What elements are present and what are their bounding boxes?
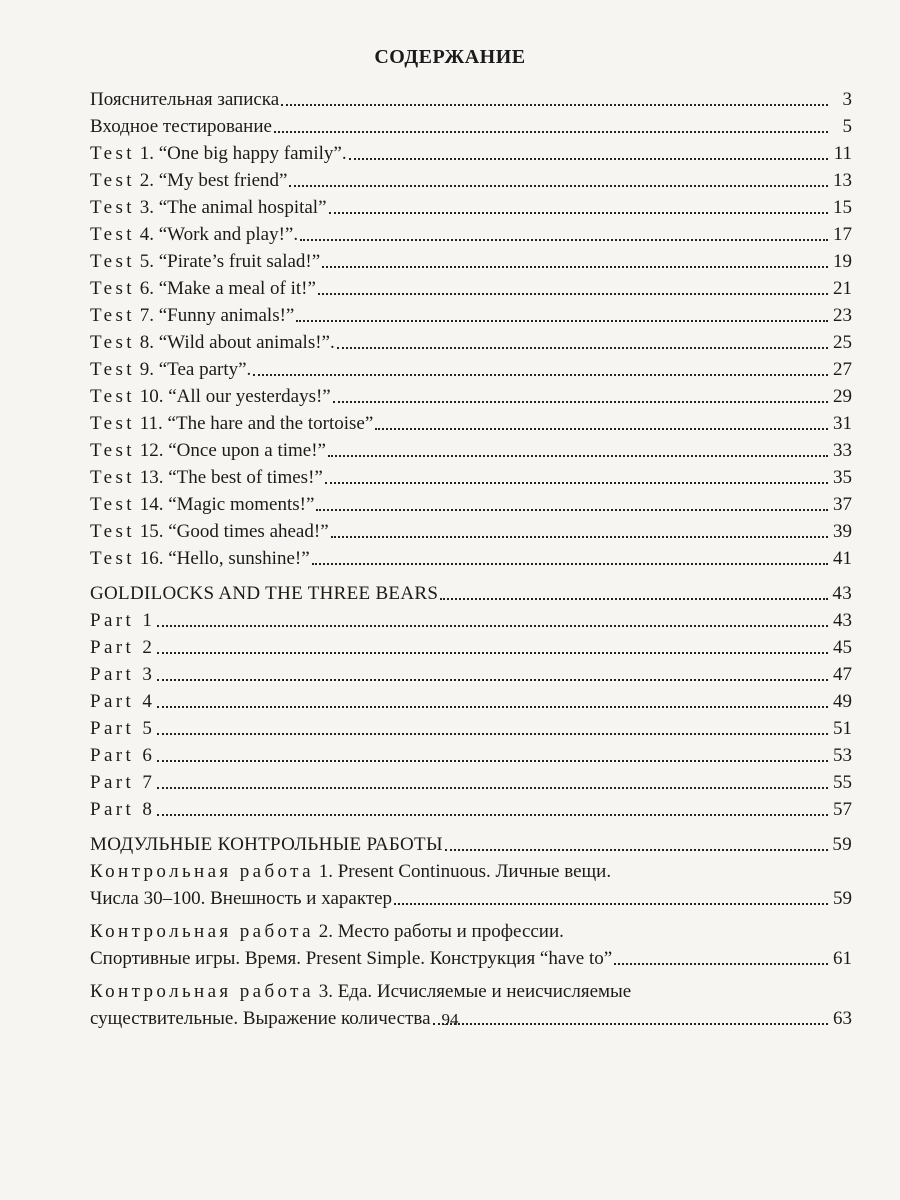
toc-entry-label	[90, 607, 155, 634]
part-label: Part 2	[90, 637, 156, 658]
test-title: 7. “Funny animals!”	[135, 305, 295, 326]
toc-entry	[90, 275, 852, 302]
toc-entry	[90, 383, 852, 410]
dot-leader	[157, 679, 828, 681]
part-label: Part 1	[90, 610, 156, 631]
page-title: СОДЕРЖАНИЕ	[374, 46, 526, 68]
toc-entry	[90, 769, 852, 796]
test-prefix: Test	[90, 224, 135, 245]
dot-leader	[253, 374, 828, 376]
test-title: 5. “Pirate’s fruit salad!”	[135, 251, 321, 272]
toc-entry	[90, 113, 852, 140]
toc-entry-label	[90, 634, 155, 661]
toc-page-number: 11	[833, 143, 852, 164]
toc-page-number: 25	[833, 332, 852, 353]
dot-leader	[316, 509, 828, 511]
dot-leader	[318, 293, 828, 295]
toc-page-number: 49	[833, 691, 852, 712]
toc-entry-label	[90, 140, 347, 167]
toc-page-number: 55	[833, 772, 852, 793]
toc-page-number: 21	[833, 278, 852, 299]
toc-entry	[90, 410, 852, 437]
dot-leader	[312, 563, 828, 565]
toc-entry-label: Пояснительная записка	[90, 89, 280, 110]
toc-page-number: 23	[833, 305, 852, 326]
toc-entry	[90, 464, 852, 491]
test-prefix: Test	[90, 278, 135, 299]
toc-entry-label	[90, 661, 155, 688]
toc-page-number: 33	[833, 440, 852, 461]
toc-entry	[90, 356, 852, 383]
test-prefix: Test	[90, 305, 135, 326]
toc-entry-label	[90, 518, 329, 545]
toc-page-number: 5	[842, 116, 852, 137]
toc-entry	[90, 491, 852, 518]
toc-entry-label	[90, 945, 612, 972]
dot-leader	[329, 212, 828, 214]
page-number: 94	[441, 1010, 459, 1029]
toc-entry-label	[90, 410, 373, 437]
toc-page-number: 35	[833, 467, 852, 488]
table-of-contents	[90, 86, 852, 1038]
dot-leader	[157, 760, 828, 762]
toc-entry-label	[90, 383, 331, 410]
toc-section-heading	[90, 831, 852, 858]
toc-page-number: 41	[833, 548, 852, 569]
test-title: 10. “All our yesterdays!”	[135, 386, 331, 407]
test-title: 1. “One big happy family”.	[135, 143, 347, 164]
toc-page-number: 3	[842, 89, 852, 110]
toc-entry	[90, 140, 852, 167]
test-prefix: Test	[90, 467, 135, 488]
dot-leader	[445, 849, 828, 851]
toc-entry	[90, 437, 852, 464]
toc-entry-label	[90, 437, 326, 464]
toc-page-number: 57	[833, 799, 852, 820]
dot-leader	[333, 401, 828, 403]
toc-page-number: 37	[833, 494, 852, 515]
test-prefix: Test	[90, 413, 135, 434]
toc-entry-label	[90, 464, 323, 491]
module-title-cont: Числа 30–100. Внешность и характер	[90, 888, 393, 909]
toc-page-number: 43	[833, 610, 852, 631]
toc-entry-label	[90, 221, 298, 248]
toc-entry-label: Входное тестирование	[90, 116, 272, 137]
test-prefix: Test	[90, 494, 135, 515]
dot-leader	[349, 158, 828, 160]
dot-leader	[300, 239, 828, 241]
dot-leader	[331, 536, 828, 538]
test-title: 14. “Magic moments!”	[135, 494, 315, 515]
toc-page-number: 31	[833, 413, 852, 434]
test-title: 2. “My best friend”	[135, 170, 288, 191]
dot-leader	[614, 963, 828, 965]
dot-leader	[322, 266, 828, 268]
toc-entry-label	[90, 329, 335, 356]
module-title: 3. Еда. Исчисляемые и неисчисляемые	[313, 981, 632, 1002]
dot-leader	[157, 733, 828, 735]
test-title: 4. “Work and play!”.	[135, 224, 299, 245]
module-title: 1. Present Continuous. Личные вещи.	[313, 861, 612, 882]
dot-leader	[328, 455, 828, 457]
part-label: Part 3	[90, 664, 156, 685]
toc-page-number: 17	[833, 224, 852, 245]
toc-page-number: 63	[833, 1008, 852, 1029]
dot-leader	[281, 104, 828, 106]
module-prefix: Контрольная работа	[90, 981, 314, 1002]
module-title: 2. Место работы и профессии.	[313, 921, 564, 942]
test-title: 9. “Tea party”.	[135, 359, 252, 380]
toc-page-number: 61	[833, 948, 852, 969]
toc-entry	[90, 248, 852, 275]
test-prefix: Test	[90, 548, 135, 569]
toc-entry	[90, 945, 852, 972]
part-label: Part 7	[90, 772, 156, 793]
module-title-cont: Спортивные игры. Время. Present Simple. Конструкция “have to”	[90, 948, 613, 969]
dot-leader	[375, 428, 828, 430]
toc-entry	[90, 194, 852, 221]
toc-entry-label	[90, 545, 310, 572]
test-title: 15. “Good times ahead!”	[135, 521, 329, 542]
toc-entry	[90, 518, 852, 545]
toc-entry-label	[90, 491, 314, 518]
dot-leader	[157, 787, 828, 789]
dot-leader	[325, 482, 828, 484]
test-prefix: Test	[90, 386, 135, 407]
dot-leader	[289, 185, 828, 187]
toc-entry-label	[90, 715, 155, 742]
toc-entry	[90, 742, 852, 769]
toc-entry-label	[90, 769, 155, 796]
part-label: Part 4	[90, 691, 156, 712]
toc-entry	[90, 329, 852, 356]
toc-entry-label	[90, 194, 327, 221]
dot-leader	[274, 131, 828, 133]
dot-leader	[296, 320, 828, 322]
toc-page-number: 19	[833, 251, 852, 272]
toc-entry-label	[90, 742, 155, 769]
test-title: 6. “Make a meal of it!”	[135, 278, 316, 299]
module-prefix: Контрольная работа	[90, 921, 314, 942]
module-title-cont: существительные. Выражение количества	[90, 1008, 431, 1029]
dot-leader	[157, 814, 828, 816]
module-prefix: Контрольная работа	[90, 861, 314, 882]
part-label: Part 6	[90, 745, 156, 766]
test-title: 12. “Once upon a time!”	[135, 440, 326, 461]
toc-entry-label	[90, 885, 392, 912]
toc-page-number: 29	[833, 386, 852, 407]
toc-entry-label	[90, 302, 294, 329]
section-title: МОДУЛЬНЫЕ КОНТРОЛЬНЫЕ РАБОТЫ	[90, 834, 443, 855]
toc-page-number: 45	[833, 637, 852, 658]
test-title: 16. “Hello, sunshine!”	[135, 548, 310, 569]
toc-entry	[90, 167, 852, 194]
dot-leader	[440, 598, 828, 600]
test-prefix: Test	[90, 251, 135, 272]
toc-entry-label	[90, 356, 251, 383]
dot-leader	[157, 652, 828, 654]
toc-page-number: 53	[833, 745, 852, 766]
module-entry-first-line	[90, 918, 852, 945]
dot-leader	[394, 903, 828, 905]
toc-entry	[90, 796, 852, 823]
test-prefix: Test	[90, 332, 135, 353]
test-prefix: Test	[90, 521, 135, 542]
test-prefix: Test	[90, 359, 135, 380]
toc-page-number: 47	[833, 664, 852, 685]
toc-entry	[90, 715, 852, 742]
toc-page-number: 43	[832, 583, 852, 604]
test-prefix: Test	[90, 170, 135, 191]
toc-entry	[90, 545, 852, 572]
toc-page-number: 27	[833, 359, 852, 380]
toc-entry	[90, 885, 852, 912]
toc-page-number: 13	[833, 170, 852, 191]
toc-entry	[90, 607, 852, 634]
toc-page-number: 59	[833, 888, 852, 909]
test-title: 8. “Wild about animals!”.	[135, 332, 335, 353]
test-prefix: Test	[90, 440, 135, 461]
toc-entry-label	[90, 688, 155, 715]
toc-entry	[90, 634, 852, 661]
toc-entry-label	[90, 248, 320, 275]
toc-page-number: 15	[833, 197, 852, 218]
part-label: Part 8	[90, 799, 156, 820]
toc-entry-label	[90, 167, 287, 194]
test-prefix: Test	[90, 197, 135, 218]
test-title: 13. “The best of times!”	[135, 467, 323, 488]
toc-entry	[90, 661, 852, 688]
toc-entry	[90, 302, 852, 329]
test-title: 11. “The hare and the tortoise”	[135, 413, 374, 434]
toc-page-number: 39	[833, 521, 852, 542]
toc-entry	[90, 86, 852, 113]
module-entry-first-line	[90, 858, 852, 885]
toc-entry-label	[90, 796, 155, 823]
test-prefix: Test	[90, 143, 135, 164]
dot-leader	[337, 347, 828, 349]
toc-entry	[90, 688, 852, 715]
test-title: 3. “The animal hospital”	[135, 197, 327, 218]
dot-leader	[157, 706, 828, 708]
dot-leader	[157, 625, 828, 627]
toc-page-number: 51	[833, 718, 852, 739]
toc-page-number: 59	[832, 834, 852, 855]
toc-entry	[90, 221, 852, 248]
part-label: Part 5	[90, 718, 156, 739]
toc-section-heading	[90, 580, 852, 607]
section-title: GOLDILOCKS AND THE THREE BEARS	[90, 583, 439, 604]
module-entry-first-line	[90, 978, 852, 1005]
toc-entry-label	[90, 275, 316, 302]
